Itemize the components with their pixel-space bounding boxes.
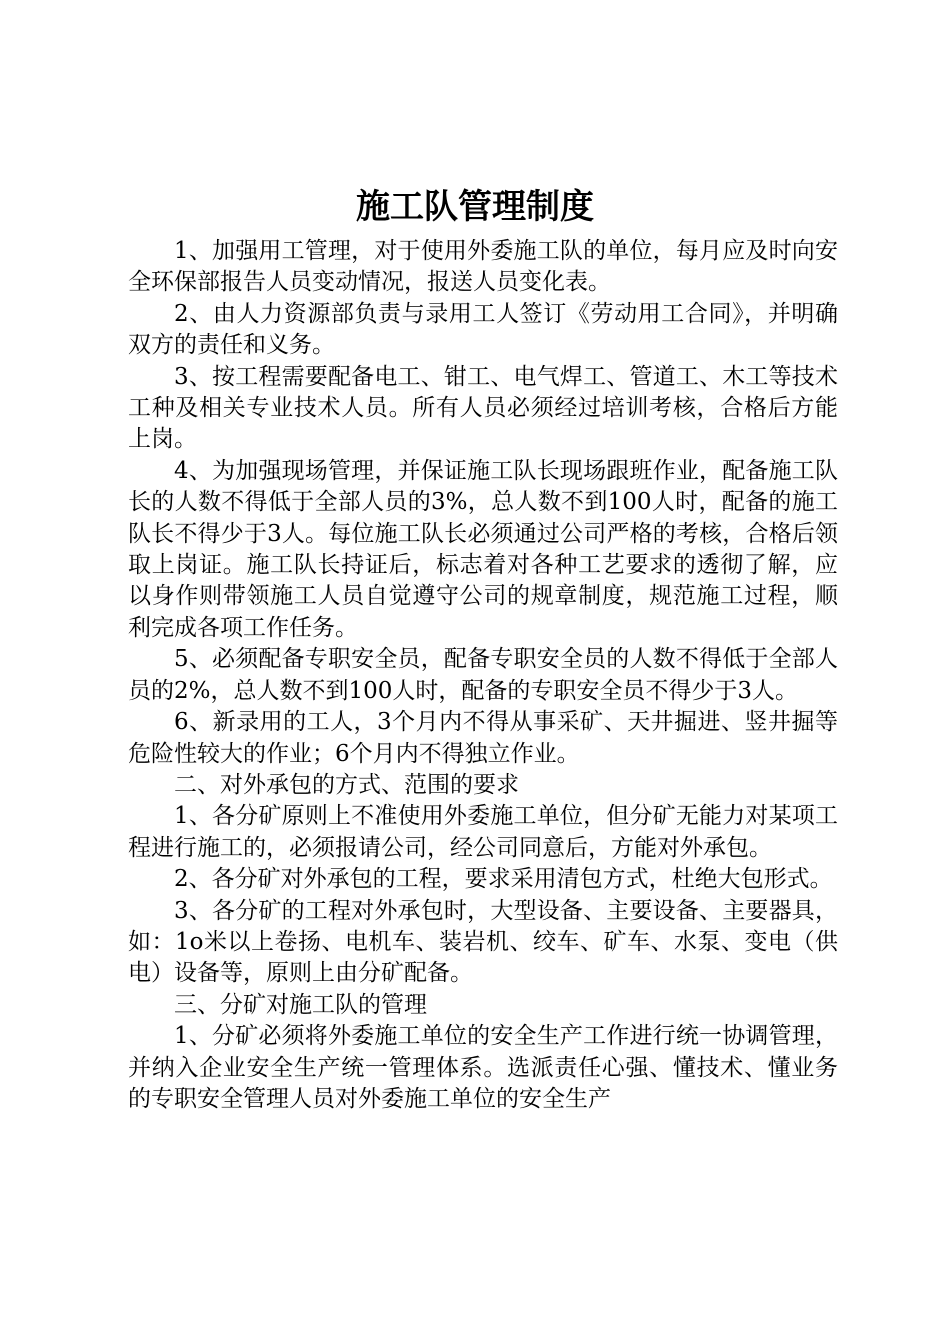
paragraph-7: 1、各分矿原则上不准使用外委施工单位，但分矿无能力对某项工程进行施工的，必须报请公司，经公司同意后，方能对外承包。: [128, 803, 838, 861]
section-heading-3: 三、分矿对施工队的管理: [174, 991, 427, 1018]
section-heading-2: 二、对外承包的方式、范围的要求: [174, 771, 519, 798]
paragraph-10: 1、分矿必须将外委施工单位的安全生产工作进行统一协调管理，并纳入企业安全生产统一管理体系。选派责任心强、懂技术、懂业务的专职安全管理人员对外委施工单位的安全生产: [128, 1023, 838, 1112]
paragraph-3: 3、按工程需要配备电工、钳工、电气焊工、管道工、木工等技术工种及相关专业技术人员。所有人员必须经过培训考核，合格后方能上岗。: [128, 363, 838, 453]
paragraph-8: 2、各分矿对外承包的工程，要求采用清包方式，杜绝大包形式。: [174, 866, 833, 893]
paragraph-6: 6、新录用的工人，3个月内不得从事采矿、天井掘进、竖井掘等危险性较大的作业；6个月内不得独立作业。: [128, 709, 838, 767]
document-title: 施工队管理制度: [356, 187, 594, 227]
document-body: [128, 236, 838, 1115]
paragraph-2: 2、由人力资源部负责与录用工人签订《劳动用工合同》，并明确双方的责任和义务。: [128, 300, 838, 359]
paragraph-4: 4、为加强现场管理，并保证施工队长现场跟班作业，配备施工队长的人数不得低于全部人员的3%，总人数不到100人时，配备的施工队长不得少于3人。每位施工队长必须通过公司严格的考核，合格后领取上岗证。施工队长持证后，标志着对各种工艺要求的透彻了解，应以身作则带领施工人员自觉遵守公司的规章制度，规范施工过程，顺利完成各项工作任务。: [128, 457, 838, 641]
paragraph-1: 1、加强用工管理，对于使用外委施工队的单位，每月应及时向安全环保部报告人员变动情况，报送人员变化表。: [128, 238, 838, 296]
paragraph-5: 5、必须配备专职安全员，配备专职安全员的人数不得低于全部人员的2%，总人数不到100人时，配备的专职安全员不得少于3人。: [128, 646, 838, 704]
paragraph-9: 3、各分矿的工程对外承包时，大型设备、主要设备、主要器具，如：1o米以上卷扬、电机车、装岩机、绞车、矿车、水泵、变电（供电）设备等，原则上由分矿配备。: [128, 897, 838, 987]
